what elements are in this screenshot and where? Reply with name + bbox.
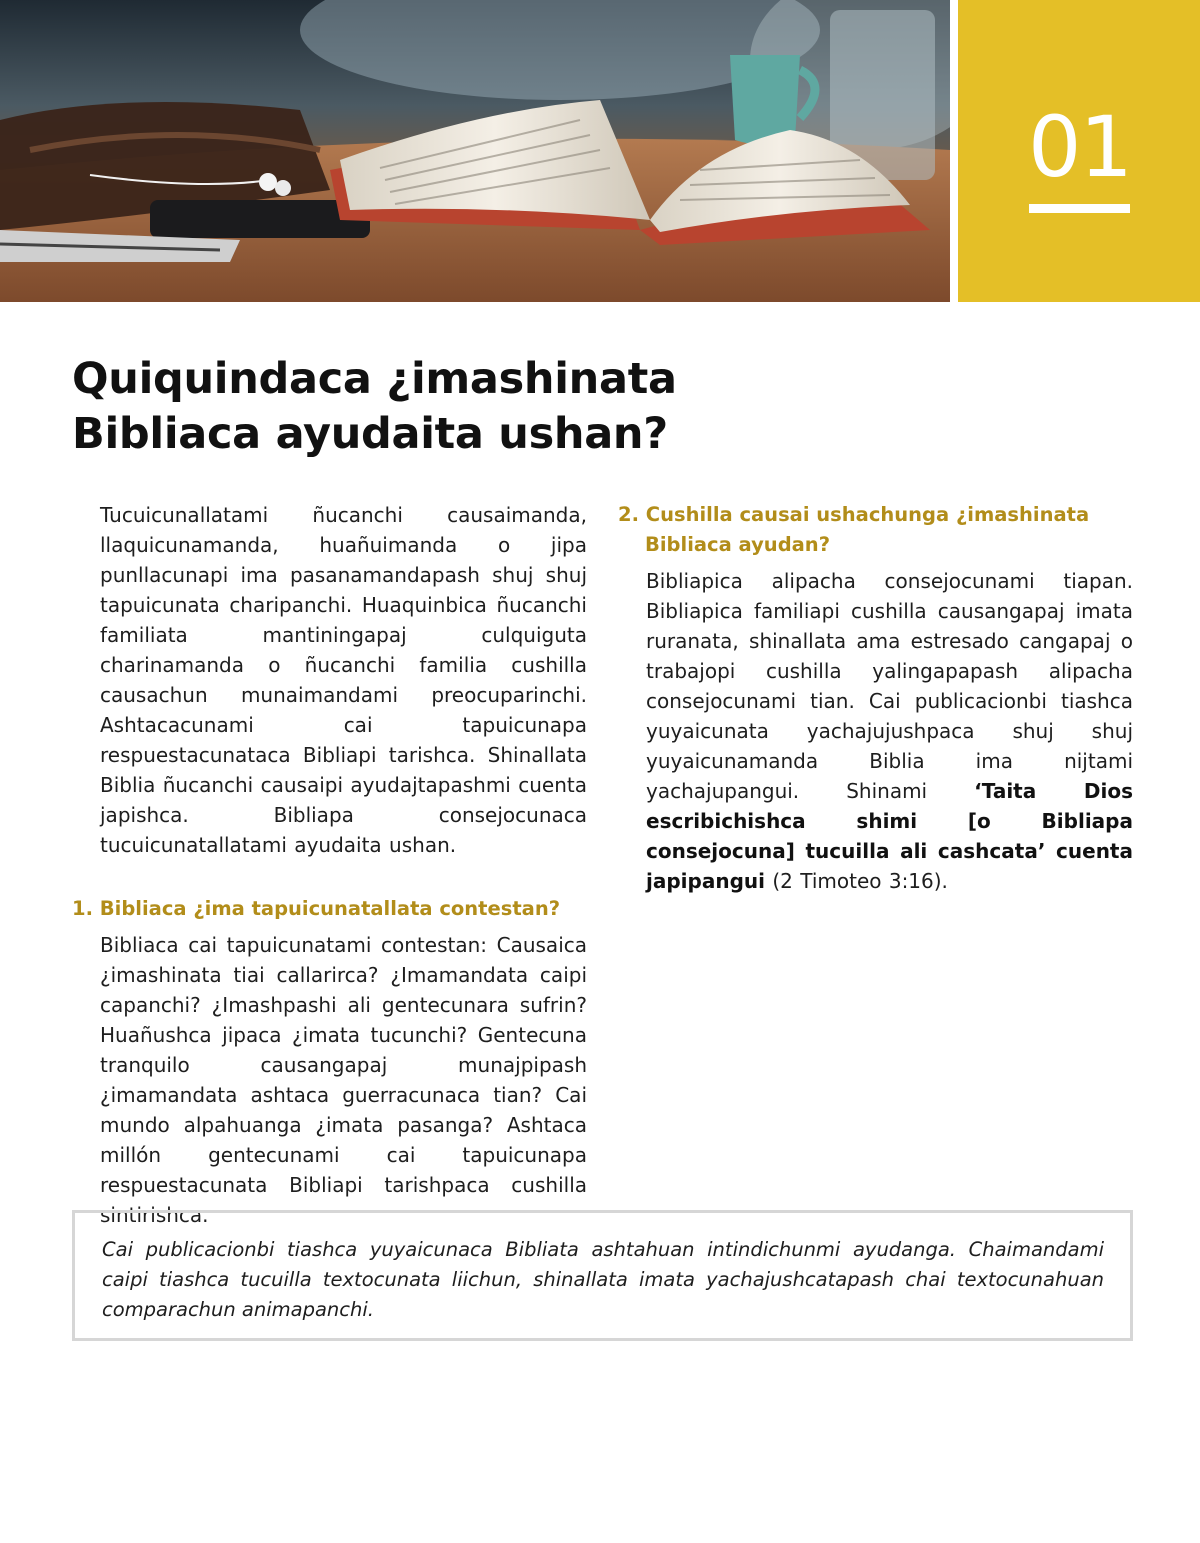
page-title-line-2: Bibliaca ayudaita ushan? xyxy=(72,409,668,459)
question-2-answer-reference: (2 Timoteo 3:16). xyxy=(764,869,948,893)
question-1-text: Bibliaca ¿ima tapuicunatallata contestan? xyxy=(99,897,561,920)
question-2-number: 2. xyxy=(618,503,639,526)
intro-paragraph: Tucuicunallatami ñucanchi causaimanda, llaquicunamanda, huañuimanda o jipa punllacunapi ima pasanamandapash shuj shuj tapuicunata charipanchi. Huaquinbica ñucanchi familiata mantiningapaj culquiguta charinamanda o ñucanchi familia cushilla causachun munaimandami preocuparinchi. Ashtacacunami cai tapuicunapa respuestacunataca Bibliapi tarishca. Shinallata Biblia ñucanchi causaipi ayudajtapashmi cuenta japishca. Bibliapa consejocunaca tucuicunatallatami ayudaita ushan. xyxy=(100,503,587,857)
chapter-number-block xyxy=(958,0,1200,302)
question-2-heading xyxy=(618,500,1133,560)
hero-photo xyxy=(0,0,950,302)
study-note-text: Cai publicacionbi tiashca yuyaicunaca Bibliata ashtahuan intindichunmi ayudanga. Chaimandami caipi tiashca tucuilla textocunata liichun, shinallata imata yachajushcatapash chai textocunahuan comparachun animapanchi. xyxy=(102,1238,1104,1321)
left-column xyxy=(72,500,587,1230)
study-note-box xyxy=(72,1210,1133,1341)
chapter-number: 01 xyxy=(1028,98,1131,196)
right-column xyxy=(618,500,1133,896)
page-title-line-1: Quiquindaca ¿imashinata xyxy=(72,354,677,404)
question-2-text: Cushilla causai ushachunga ¿imashinata Bibliaca ayudan? xyxy=(645,503,1090,556)
question-1-answer: Bibliaca cai tapuicunatami contestan: Causaica ¿imashinata tiai callarirca? ¿Imamandata caipi capanchi? ¿Imashpashi ali gentecunara sufrin? Huañushca jipaca ¿imata tucunchi? Gentecuna tranquilo causangapaj munajpipash ¿imamandata ashtaca guerracunaca tian? Cai mundo alpahuanga ¿imata pasanga? Ashtaca millón gentecunami cai tapuicunapa respuestacunata Bibliapi tarishpaca cushilla sintirishca. xyxy=(100,933,587,1227)
question-1-number: 1. xyxy=(72,897,93,920)
page-title xyxy=(72,352,972,462)
chapter-number-underline xyxy=(1029,204,1130,213)
question-1-heading xyxy=(72,894,587,924)
question-2-answer-text: Bibliapica alipacha consejocunami tiapan. Bibliapica familiapi cushilla causangapaj imata ruranata, shinallata ama estresado cangapaj o trabajopi cushilla yalingapapash alipacha consejocunami tian. Cai publicacionbi tiashca yuyaicunata yachajujushpaca shuj shuj yuyaicunamanda Biblia ima nijtami yachajupangui. Shinami xyxy=(646,569,1133,803)
question-2-answer xyxy=(646,566,1133,896)
open-bible-illustration xyxy=(0,0,950,302)
question-2-answer-quote: ‘Taita Dios escribichishca shimi [o Bibliapa consejocuna] tucuilla ali cashcata’ cuenta japipangui xyxy=(646,779,1133,893)
